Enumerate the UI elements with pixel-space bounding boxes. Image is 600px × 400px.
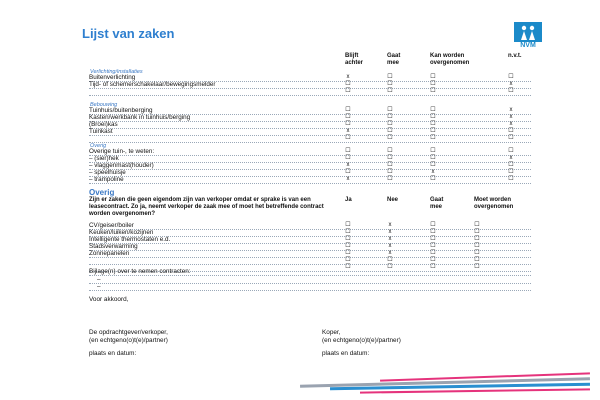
row-checkbox[interactable]: ☐ bbox=[345, 222, 351, 228]
row-checkbox[interactable]: x bbox=[346, 176, 350, 182]
col-head-ja: Ja bbox=[345, 197, 352, 203]
seller-place-date: plaats en datum: bbox=[89, 350, 137, 357]
row-checkbox[interactable]: ☐ bbox=[345, 114, 351, 120]
buyer-place-date: plaats en datum: bbox=[322, 350, 370, 357]
row-checkbox[interactable]: ☐ bbox=[430, 222, 436, 228]
row-checkbox[interactable]: ☐ bbox=[508, 169, 514, 175]
row-checkbox[interactable]: x bbox=[431, 169, 435, 175]
row-checkbox[interactable]: ☐ bbox=[345, 229, 351, 235]
row-checkbox[interactable]: ☐ bbox=[387, 88, 393, 94]
row-label: – vlaggenmast(houder) bbox=[89, 162, 154, 169]
row-checkbox[interactable]: ☐ bbox=[387, 114, 393, 120]
section-overig-2: Overig bbox=[89, 188, 115, 197]
row-checkbox[interactable]: x bbox=[388, 250, 392, 256]
col-head-gaat-mee-2: Gaat mee bbox=[430, 197, 444, 210]
row-checkbox[interactable]: ☐ bbox=[387, 121, 393, 127]
row-label: Stadsverwarming bbox=[89, 243, 138, 250]
seller-label: De opdrachtgever/verkoper, bbox=[89, 329, 168, 336]
col-head-nvt: n.v.t. bbox=[508, 53, 522, 59]
bijlage-row: Bijlage(n) over te nemen contracten: bbox=[89, 268, 531, 276]
row-checkbox[interactable]: ☐ bbox=[508, 148, 514, 154]
row-checkbox[interactable]: ☐ bbox=[474, 264, 480, 270]
row-checkbox[interactable]: x bbox=[346, 74, 350, 80]
row-checkbox[interactable]: x bbox=[388, 222, 392, 228]
bijlage-item: – bbox=[89, 283, 531, 291]
row-checkbox[interactable]: ☐ bbox=[430, 243, 436, 249]
row-checkbox[interactable]: ☐ bbox=[430, 128, 436, 134]
row-checkbox[interactable]: ☐ bbox=[474, 257, 480, 263]
row-checkbox[interactable]: x bbox=[509, 107, 513, 113]
row-checkbox[interactable]: x bbox=[388, 229, 392, 235]
row-label: Keuken/luiken/kozijnen bbox=[89, 229, 154, 236]
row-checkbox[interactable]: ☐ bbox=[345, 236, 351, 242]
row-label: Kasten/werkbank in tuinhuis/berging bbox=[89, 114, 191, 121]
row-checkbox[interactable]: ☐ bbox=[345, 88, 351, 94]
row-checkbox[interactable]: ☐ bbox=[430, 250, 436, 256]
row-label: Overige tuin-, te weten: bbox=[89, 148, 155, 155]
row-checkbox[interactable]: x bbox=[509, 155, 513, 161]
row-checkbox[interactable]: ☐ bbox=[345, 264, 351, 270]
row-label: Buitenverlichting bbox=[89, 74, 136, 81]
row-checkbox[interactable]: ☐ bbox=[387, 176, 393, 182]
row-checkbox[interactable]: ☐ bbox=[345, 257, 351, 263]
nvm-logo bbox=[511, 22, 545, 52]
row-checkbox[interactable]: ☐ bbox=[345, 250, 351, 256]
row-checkbox[interactable]: ☐ bbox=[474, 250, 480, 256]
row-checkbox[interactable]: ☐ bbox=[474, 236, 480, 242]
row-checkbox[interactable]: ☐ bbox=[345, 107, 351, 113]
row-checkbox[interactable]: ☐ bbox=[387, 264, 393, 270]
row-checkbox[interactable]: ☐ bbox=[430, 229, 436, 235]
row-checkbox[interactable]: ☐ bbox=[430, 135, 436, 141]
table-row bbox=[89, 176, 531, 184]
logo-text: NVM bbox=[520, 42, 536, 49]
row-label: – speelhuisje bbox=[89, 169, 126, 176]
col-head-nee: Nee bbox=[387, 197, 399, 203]
row-checkbox[interactable]: ☐ bbox=[508, 74, 514, 80]
row-checkbox[interactable]: ☐ bbox=[430, 88, 436, 94]
row-checkbox[interactable]: ☐ bbox=[387, 257, 393, 263]
row-checkbox[interactable]: x bbox=[388, 243, 392, 249]
row-checkbox[interactable]: ☐ bbox=[474, 222, 480, 228]
row-checkbox[interactable]: ☐ bbox=[387, 162, 393, 168]
row-checkbox[interactable]: ☐ bbox=[387, 74, 393, 80]
row-checkbox[interactable]: ☐ bbox=[387, 155, 393, 161]
row-checkbox[interactable]: ☐ bbox=[387, 107, 393, 113]
row-checkbox[interactable]: ☐ bbox=[387, 81, 393, 87]
buyer-partner-label: (en echtgeno(o)t(e)/partner) bbox=[322, 337, 401, 344]
row-checkbox[interactable]: ☐ bbox=[430, 74, 436, 80]
col-head-blijft: Blijft achter bbox=[345, 53, 364, 66]
row-checkbox[interactable]: ☐ bbox=[430, 176, 436, 182]
row-checkbox[interactable]: ☐ bbox=[345, 121, 351, 127]
row-checkbox[interactable]: ☐ bbox=[508, 88, 514, 94]
table-row bbox=[89, 135, 531, 143]
row-checkbox[interactable]: ☐ bbox=[345, 148, 351, 154]
row-checkbox[interactable]: ☐ bbox=[430, 81, 436, 87]
row-checkbox[interactable]: ☐ bbox=[508, 162, 514, 168]
row-checkbox[interactable]: ☐ bbox=[345, 81, 351, 87]
row-label: Intelligente thermostaten e.d. bbox=[89, 236, 171, 243]
bijlage-item: – bbox=[89, 276, 531, 284]
row-checkbox[interactable]: ☐ bbox=[508, 128, 514, 134]
col-head-gaat-mee: Gaat mee bbox=[387, 53, 401, 66]
row-checkbox[interactable]: x bbox=[509, 114, 513, 120]
section-overig: Overig bbox=[90, 143, 107, 149]
row-checkbox[interactable]: ☐ bbox=[387, 128, 393, 134]
row-checkbox[interactable]: ☐ bbox=[430, 114, 436, 120]
row-label: – (sier)hek bbox=[89, 155, 119, 162]
section-bebouwing: Bebouwing bbox=[90, 102, 118, 108]
page-title: Lijst van zaken bbox=[82, 26, 175, 41]
col-head-moet-worden: Moet worden overgenomen bbox=[474, 197, 514, 210]
row-label: – trampoline bbox=[89, 176, 124, 183]
row-checkbox[interactable]: ☐ bbox=[345, 243, 351, 249]
row-label: (Broei)kas bbox=[89, 121, 118, 128]
row-checkbox[interactable]: ☐ bbox=[430, 148, 436, 154]
row-checkbox[interactable]: ☐ bbox=[474, 243, 480, 249]
decorative-stripe bbox=[360, 388, 590, 393]
row-label: Zonnepanelen bbox=[89, 250, 130, 257]
row-checkbox[interactable]: ☐ bbox=[345, 135, 351, 141]
row-checkbox[interactable]: ☐ bbox=[387, 135, 393, 141]
row-checkbox[interactable]: ☐ bbox=[430, 162, 436, 168]
row-checkbox[interactable]: ☐ bbox=[474, 229, 480, 235]
row-label: Tijd- of schemerschakelaar/bewegingsmelder bbox=[89, 81, 216, 88]
row-checkbox[interactable]: x bbox=[509, 81, 513, 87]
row-label: Tuinhuis/buitenberging bbox=[89, 107, 153, 114]
row-checkbox[interactable]: ☐ bbox=[508, 135, 514, 141]
nvm-logo-icon bbox=[514, 22, 542, 42]
row-checkbox[interactable]: ☐ bbox=[387, 148, 393, 154]
row-checkbox[interactable]: x bbox=[388, 236, 392, 242]
section-verlichting: Verlichting/installaties bbox=[90, 69, 143, 75]
row-checkbox[interactable]: ☐ bbox=[430, 257, 436, 263]
seller-partner-label: (en echtgeno(o)t(e)/partner) bbox=[89, 337, 168, 344]
row-checkbox[interactable]: ☐ bbox=[430, 264, 436, 270]
akkoord-text: Voor akkoord, bbox=[89, 296, 129, 303]
row-label: CV/geiser/boiler bbox=[89, 222, 134, 229]
row-checkbox[interactable]: ☐ bbox=[430, 155, 436, 161]
row-checkbox[interactable]: ☐ bbox=[345, 169, 351, 175]
row-checkbox[interactable]: x bbox=[346, 128, 350, 134]
buyer-label: Koper, bbox=[322, 329, 341, 336]
row-checkbox[interactable]: x bbox=[346, 162, 350, 168]
table-row bbox=[89, 88, 531, 96]
row-checkbox[interactable]: ☐ bbox=[430, 236, 436, 242]
row-checkbox[interactable]: ☐ bbox=[345, 155, 351, 161]
row-checkbox[interactable]: ☐ bbox=[430, 107, 436, 113]
row-checkbox[interactable]: x bbox=[509, 121, 513, 127]
row-checkbox[interactable]: ☐ bbox=[508, 176, 514, 182]
row-checkbox[interactable]: ☐ bbox=[387, 169, 393, 175]
col-head-kan-worden: Kan worden overgenomen bbox=[430, 53, 470, 66]
row-checkbox[interactable]: ☐ bbox=[430, 121, 436, 127]
lease-question: Zijn er zaken die geen eigendom zijn van verkoper omdat er sprake is van een leasecontract. Zo ja, neemt verkoper de zaak mee of moet het betreffende contract worden overgenomen? bbox=[89, 197, 324, 217]
row-label: Tuinkast bbox=[89, 128, 113, 135]
